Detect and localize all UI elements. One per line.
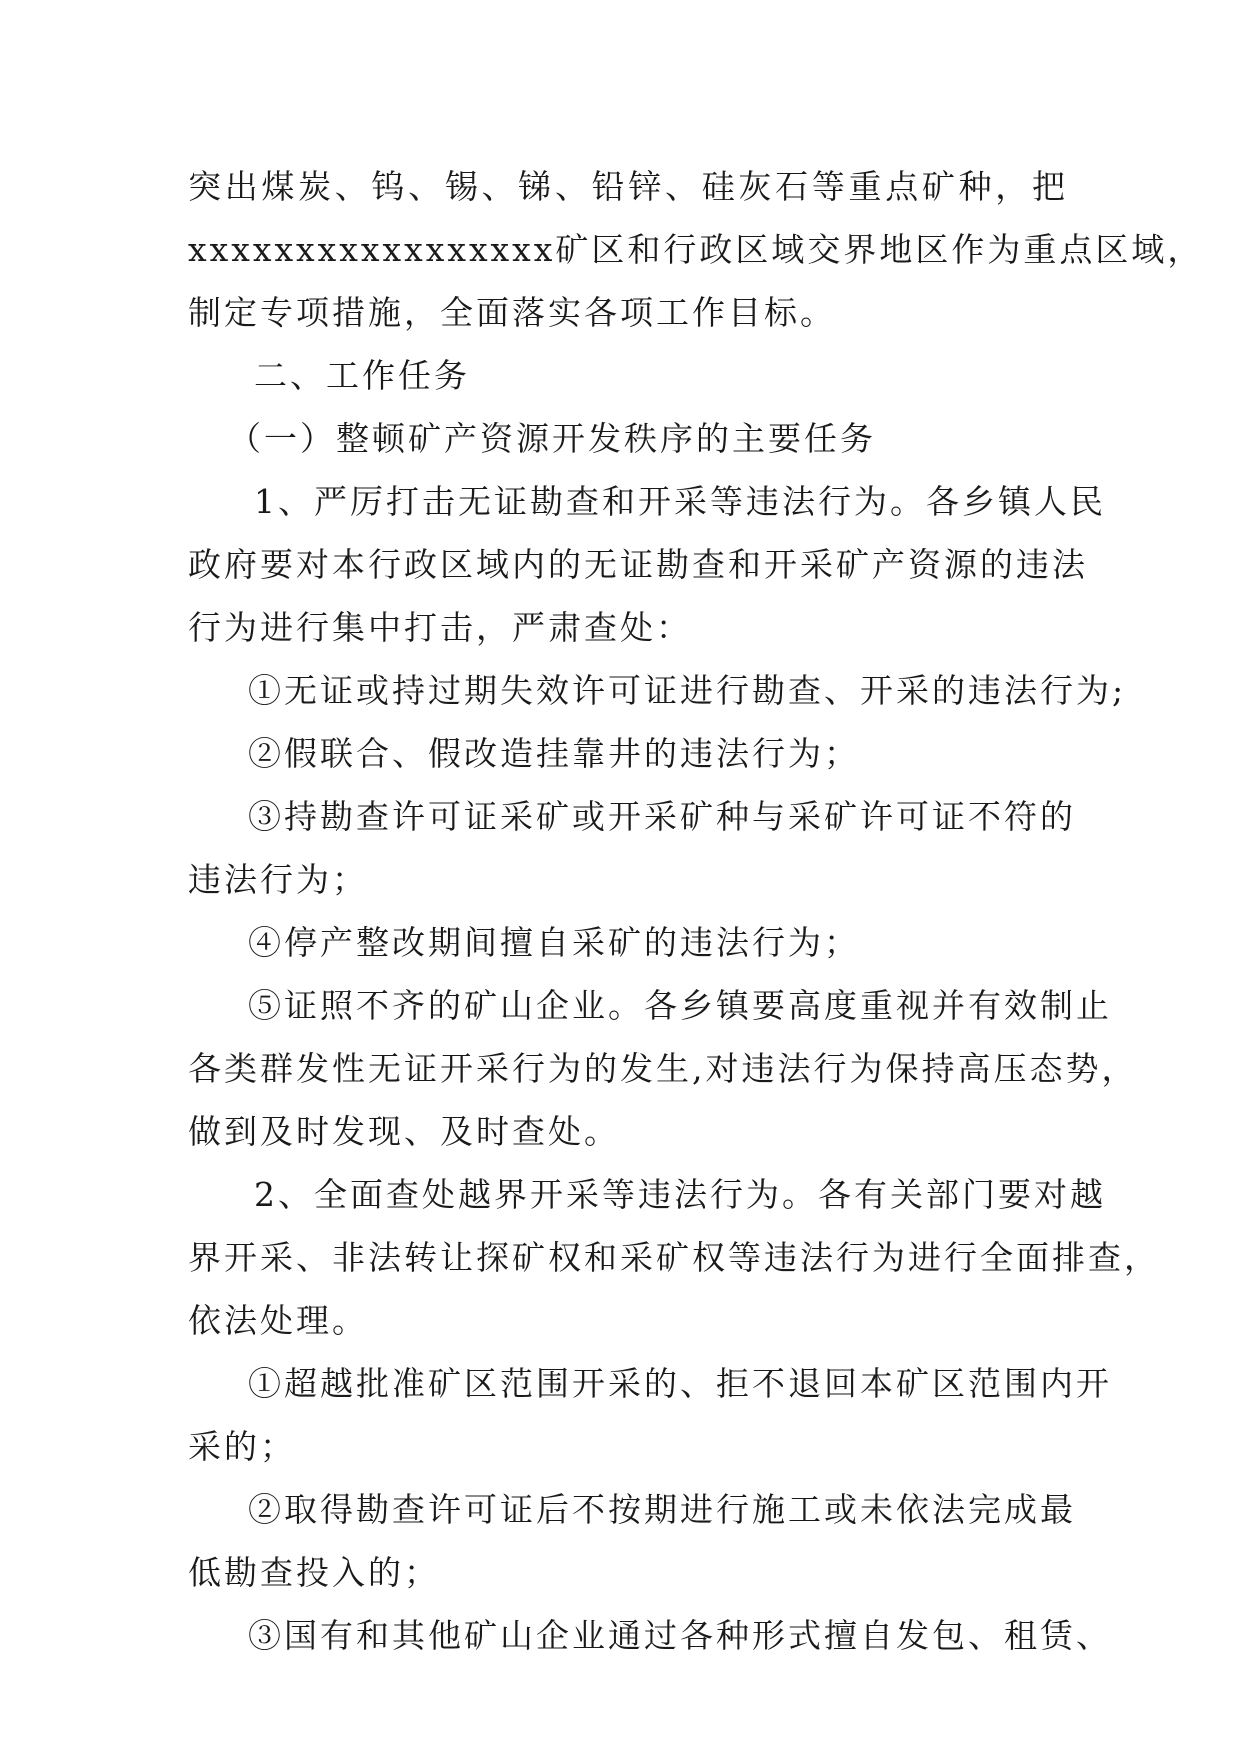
paragraph-line: 界开采、非法转让探矿权和采矿权等违法行为进行全面排查， [188, 1238, 1160, 1277]
list-item: ①无证或持过期失效许可证进行勘查、开采的违法行为; [248, 671, 1127, 710]
paragraph-line: 做到及时发现、及时查处。 [188, 1112, 620, 1151]
paragraph-line: 1、严厉打击无证勘查和开采等违法行为。各乡镇人民 [254, 482, 1106, 521]
paragraph-line: 制定专项措施，全面落实各项工作目标。 [188, 293, 836, 332]
paragraph-line: 突出煤炭、钨、锡、锑、铅锌、硅灰石等重点矿种，把 [188, 167, 1068, 206]
paragraph-line: 各类群发性无证开采行为的发生,对违法行为保持高压态势， [188, 1049, 1138, 1088]
subsection-heading: （一）整顿矿产资源开发秩序的主要任务 [228, 419, 876, 458]
list-item: ⑤证照不齐的矿山企业。各乡镇要高度重视并有效制止 [248, 986, 1112, 1025]
list-item: ③持勘查许可证采矿或开采矿种与采矿许可证不符的 [248, 797, 1076, 836]
paragraph-line: xxxxxxxxxxxxxxxxx矿区和行政区域交界地区作为重点区域， [188, 230, 1204, 269]
document-body [188, 155, 1204, 1667]
paragraph-line: 违法行为； [188, 860, 368, 899]
list-item: ③国有和其他矿山企业通过各种形式擅自发包、租赁、 [248, 1616, 1112, 1655]
paragraph-line: 依法处理。 [188, 1301, 368, 1340]
paragraph-line: 2、全面查处越界开采等违法行为。各有关部门要对越 [254, 1175, 1106, 1214]
list-item: ④停产整改期间擅自采矿的违法行为； [248, 923, 860, 962]
list-item: ①超越批准矿区范围开采的、拒不退回本矿区范围内开 [248, 1364, 1112, 1403]
paragraph-line: 采的； [188, 1427, 296, 1466]
section-heading: 二、工作任务 [254, 356, 470, 395]
paragraph-line: 低勘查投入的； [188, 1553, 440, 1592]
list-item: ②假联合、假改造挂靠井的违法行为； [248, 734, 860, 773]
paragraph-line: 政府要对本行政区域内的无证勘查和开采矿产资源的违法 [188, 545, 1088, 584]
list-item: ②取得勘查许可证后不按期进行施工或未依法完成最 [248, 1490, 1076, 1529]
paragraph-line: 行为进行集中打击，严肃查处： [188, 608, 692, 647]
